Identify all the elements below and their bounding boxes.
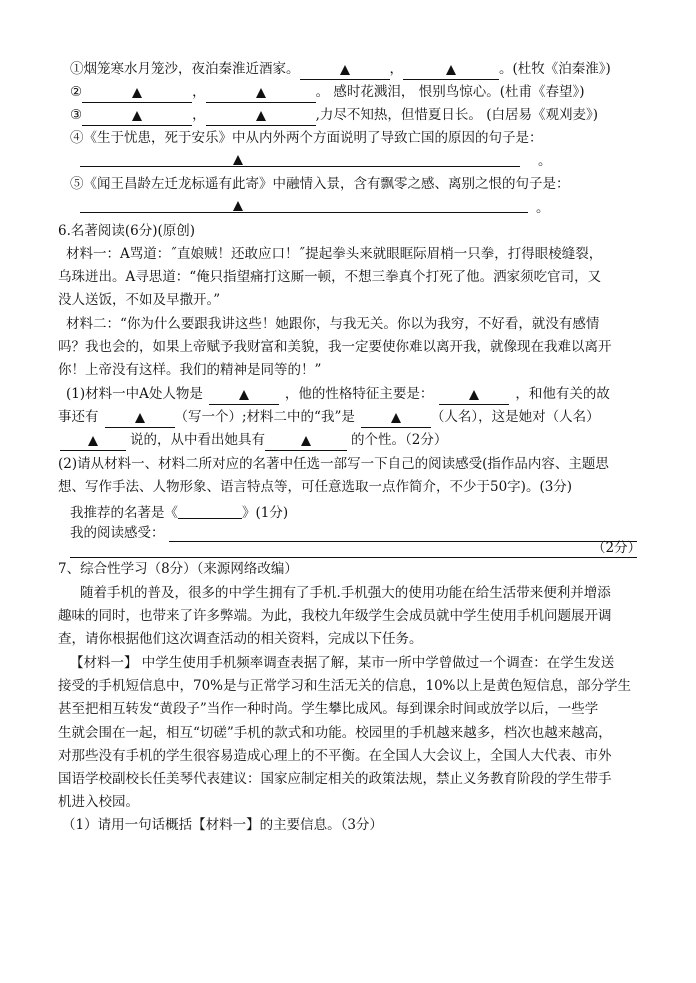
poem-line-1: ①烟笼寒水月笼沙，夜泊秦淮近酒家。 ， 。(杜牧《泊秦淮》): [70, 63, 611, 80]
q7-task-1: （1）请用一句话概括【材料一】的主要信息。（3分）: [62, 817, 383, 833]
q6-material-2-line: 材料二：“你为什么要跟我讲这些！她跟你，与我无关。你以为我穷，不好看，就没有感情: [66, 316, 600, 332]
answer-blank[interactable]: [60, 436, 126, 451]
answer-marker-icon: [391, 413, 401, 423]
answer-marker-icon: [256, 111, 266, 121]
answer-marker-icon: [256, 88, 266, 98]
q6-material-1-line: 材料一：A骂道：˝直娘贼！还敢应口！˝提起拳头来就眼眶际眉梢一只拳，打得眼棱缝裂，: [66, 246, 603, 262]
q7-intro-line: 查，请你根据他们这次调查活动的相关资料，完成以下任务。: [58, 631, 423, 647]
q7-intro-line: 趣味的同时，也带来了许多弊端。为此，我校九年级学生会成员就中学生使用手机问题展开调: [58, 608, 612, 624]
answer-blank[interactable]: [105, 413, 175, 428]
q7-material-line: 【材料一】 中学生使用手机频率调查表据了解，某市一所中学曾做过一个调查：在学生发送: [70, 655, 615, 671]
poem-line-2: ② ， 。 感时花溅泪， 恨别鸟惊心。(杜甫《春望》): [70, 86, 584, 103]
answer-blank[interactable]: [300, 65, 390, 80]
answer-marker-icon: [132, 111, 142, 121]
poem-line-5: ⑤《闻王昌龄左迁龙标遥有此寄》中融情入景，含有飘零之感、离别之恨的句子是：: [70, 176, 570, 192]
answer-marker-icon: [301, 436, 311, 446]
period: 。: [538, 153, 552, 169]
q7-material-line: 甚至把相互转发“黄段子”当作一种时尚。学生攀比成风。每到课余时间或放学以后，一些学: [58, 701, 599, 717]
q7-intro-line: 随着手机的普及，很多的中学生拥有了手机.手机强大的使用功能在给生活带来便利并增添: [80, 585, 611, 601]
answer-blank[interactable]: [439, 390, 509, 405]
q7-material-line: 接受的手机短信息中，70%是与正常学习和生活无关的信息，10%以上是黄色短信息，部分学生: [58, 678, 632, 694]
q6-sub1-line: 说的，从中看出她具有 的个性。（2分）: [60, 434, 447, 451]
answer-marker-icon: [469, 390, 479, 400]
q7-material-line: 国语学校副校长任美琴代表建议：国家应制定相关的政策法规，禁止义务教育阶段的学生带手: [58, 771, 612, 787]
answer-line[interactable]: [169, 541, 637, 542]
period: 。: [536, 200, 550, 216]
answer-marker-icon: [239, 390, 249, 400]
answer-blank[interactable]: [82, 88, 192, 103]
q6-sub1-line: (1)材料一中A处人物是 ，他的性格特征主要是： ，和他有关的故: [66, 388, 610, 405]
answer-blank[interactable]: [209, 390, 279, 405]
poem-source: 。(杜牧《泊秦淮》): [499, 61, 611, 77]
answer-marker-icon: [132, 88, 142, 98]
answer-line[interactable]: [70, 557, 637, 558]
poem-number: ②: [70, 84, 83, 100]
feeling-label: 我的阅读感受：: [70, 525, 165, 541]
recommend-line: 我推荐的名著是《 》(1分): [70, 505, 289, 521]
answer-marker-icon: [446, 65, 456, 75]
q6-material-2-line: 你！上帝没有这样。我们的精神是同等的！”: [58, 362, 322, 378]
answer-marker-icon: [88, 436, 98, 446]
poem-line-3-text: ,力尽不知热，但惜夏日长。 (白居易《观刈麦》): [315, 107, 598, 123]
q7-title: 7、综合性学习（8分）（来源网络改编）: [58, 561, 298, 577]
poem-line-4: ④《生于忧患，死于安乐》中从内外两个方面说明了导致亡国的原因的句子是：: [70, 130, 543, 146]
q6-material-1-line: 乌珠迸出。A寻思道：“俺只指望痛打这厮一顿，不想三拳真个打死了他。洒家须吃官司，又: [58, 269, 602, 285]
q7-material-line: 对那些没有手机的学生很容易造成心理上的不平衡。在全国人大会议上，全国人大代表、市外: [58, 748, 612, 764]
poem-line-3: ③ ， ,力尽不知热，但惜夏日长。 (白居易《观刈麦》): [70, 109, 598, 126]
answer-marker-icon: [233, 155, 243, 165]
answer-marker-icon: [233, 201, 243, 211]
q6-title: 6.名著阅读(6分)(原创): [58, 223, 196, 239]
q7-material-line: 生就会围在一起，相互“切磋”手机的款式和功能。校园里的手机越来越多，档次也越来越高，: [58, 725, 612, 741]
book-title-blank[interactable]: [178, 504, 242, 519]
poem-number: ③: [70, 107, 83, 123]
poem-line-1-text: ①烟笼寒水月笼沙，夜泊秦淮近酒家。: [70, 61, 300, 77]
answer-blank[interactable]: [403, 65, 499, 80]
q6-sub1-line: 事还有 （写一个）;材料二中的“我”是 （人名），这是她对（人名）: [58, 411, 600, 428]
q7-material-line: 机进入校园。: [58, 794, 139, 810]
answer-marker-icon: [340, 65, 350, 75]
q6-material-1-line: 没人送饭，不如及早撒开。”: [58, 292, 221, 308]
q6-sub2-line: 想、写作手法、人物形象、语言特点等，可任意选取一点作简介，不少于50字)。(3分): [58, 479, 573, 495]
answer-blank[interactable]: [206, 88, 316, 103]
answer-blank[interactable]: [82, 111, 192, 126]
q6-sub2-line: (2)请从材料一、材料二所对应的名著中任选一部写一下自己的阅读感受(指作品内容、主题思: [58, 456, 609, 472]
answer-line[interactable]: [80, 212, 528, 213]
score-label: （2分）: [592, 540, 642, 556]
poem-line-2-text: 。 感时花溅泪， 恨别鸟惊心。(杜甫《春望》): [315, 84, 585, 100]
answer-line[interactable]: [80, 166, 520, 167]
answer-blank[interactable]: [361, 413, 431, 428]
q6-material-2-line: 吗？我也会的，如果上帝赋予我财富和美貌，我一定要使你难以离开我，就像现在我难以离开: [58, 339, 612, 355]
answer-blank[interactable]: [206, 111, 316, 126]
answer-blank[interactable]: [265, 436, 347, 451]
answer-marker-icon: [135, 413, 145, 423]
